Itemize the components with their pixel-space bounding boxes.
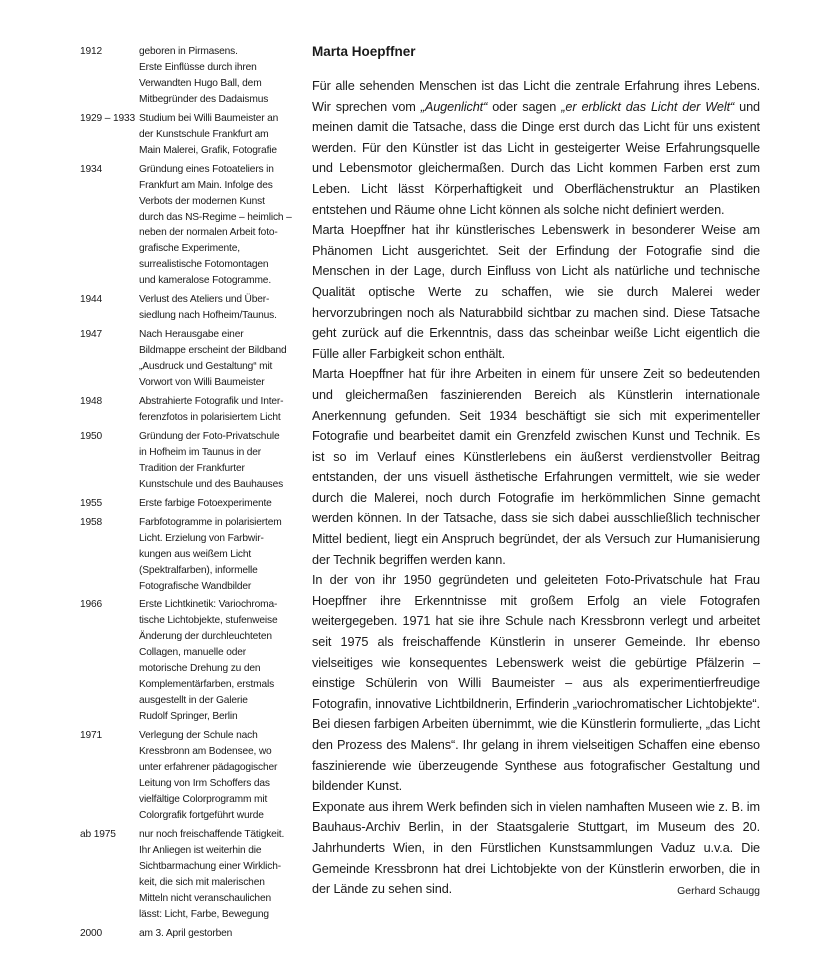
timeline-entry: [80, 827, 300, 923]
timeline-year: 1948: [80, 396, 103, 408]
paragraph-text: Für alle sehenden Menschen ist das Licht die zentrale Erfahrung ihres Lebens. Wir sprechen vom: [312, 79, 760, 114]
article-paragraph: [312, 76, 760, 220]
timeline-entry: [80, 597, 300, 725]
timeline-entry: [80, 44, 300, 108]
timeline-year: 1912: [80, 46, 103, 57]
timeline-text: geboren in Pirmasens. Erste Einflüsse durch ihren Verwandten Hugo Ball, dem Mitbegründer des Dadaismus: [139, 46, 269, 105]
article: [312, 42, 760, 900]
author-signature: Gerhard Schaugg: [677, 884, 760, 897]
timeline-year: 1947: [80, 329, 103, 341]
timeline: [80, 44, 300, 944]
timeline-year: 1966: [80, 599, 103, 611]
timeline-entry: [80, 292, 300, 324]
article-title: Marta Hoepffner: [312, 44, 416, 59]
timeline-entry: [80, 162, 300, 290]
timeline-year: 1955: [80, 497, 103, 509]
timeline-entry: [80, 926, 300, 942]
emphasis-text: „er erblickt das Licht der Welt“: [561, 99, 735, 114]
timeline-year: 1950: [80, 430, 103, 442]
closing-block: [312, 797, 760, 900]
article-paragraph: Exponate aus ihrem Werk befinden sich in vielen namhaften Museen wie z. B. im Bauhaus-Archiv Berlin, in der Staatsgalerie Stuttgart, im Museum des 20. Jahrhunderts Wien, in den Fürstlichen Kunstsammlungen Vaduz u.v.a. Die Gemeinde Kressbronn hat drei Lichtobjekte von der Künstlerin erworben, die in der Lände zu sehen sind.: [312, 799, 760, 897]
timeline-year: ab 1975: [80, 828, 116, 840]
timeline-entry: [80, 327, 300, 391]
article-paragraph: Marta Hoepffner hat ihr künstlerisches Lebenswerk in besonderer Weise am Phänomen Licht ausgerichtet. Seit der Erfindung der Fotografie sind die Menschen in der Lage, durch Einfluss von Licht als natürliche und technische Qualität optische Werte zu schaffen, wie sie durch Malerei weder hervorzubringen noch als Naturabbild sichtbar zu machen sind. Diese Tatsache geht zurück auf die Erkenntnis, dass das scheinbar weiße Licht eigentlich die Fülle aller Farbigkeit schon enthält.: [312, 223, 760, 361]
timeline-entry: [80, 728, 300, 824]
timeline-entry: [80, 429, 300, 493]
timeline-year: 1934: [80, 163, 103, 175]
timeline-year: 2000: [80, 927, 103, 939]
timeline-entry: [80, 111, 300, 159]
timeline-entry: [80, 515, 300, 595]
timeline-year: 1944: [80, 294, 103, 306]
timeline-text: nur noch freischaffende Tätigkeit. Ihr Anliegen ist weiterhin die Sichtbarmachung einer Wirklich- keit, die sich mit malerischen Mitteln nicht veranschaulichen lässt: Licht, Farbe, Bewegung: [139, 828, 285, 920]
article-paragraph: Marta Hoepffner hat für ihre Arbeiten in einem für unsere Zeit so bedeutenden und gleichermaßen faszinierenden Bereich als Künstlerin internationale Anerkennung gefunden. Seit 1934 beschäftigt sie sich mit experimenteller Fotografie und bearbeitet damit ein Grenzfeld zwischen Kunst und Technik. Es ist so im Verlauf eines Künstlerlebens ein äußerst verdienstvoller Beitrag entstanden, der uns visuell ästhetische Erfahrungen vermittelt, wie sie weder durch die Malerei, noch durch Fotografie im herkömmlichen Sinne gemacht werden können. In der Tatsache, dass sie sich dabei ausschließlich technischer Mittel bedient, liegt ein Anspruch begründet, der als Versuch zur Humanisierung der Technik begriffen werden kann.: [312, 367, 760, 567]
timeline-year: 1929 – 1933: [80, 112, 136, 124]
timeline-text: Nach Herausgabe einer Bildmappe erscheint der Bildband „Ausdruck und Gestaltung“ mit Vorwort von Willi Baumeister: [139, 329, 287, 389]
timeline-text: Verlegung der Schule nach Kressbronn am Bodensee, wo unter erfahrener pädagogischer Leitung von Irm Schoffers das vielfältige Colorprogramm mit Colorgrafik fortgeführt wurde: [139, 730, 278, 821]
paragraph-text: und meinen damit die Tatsache, dass die Dinge erst durch das Licht für uns existent werden. Für den Künstler ist das Licht in gesteigerter Weise Erfahrungsquelle und Lebensmotor gleichermaßen. Durch das Licht kommen Farben erst zum Leben. Licht lässt Körperhaftigkeit und Oberflächenstruktur an Plastiken entstehen und Räume ohne Licht können als solche nicht definiert werden.: [312, 99, 760, 217]
timeline-text: Erste farbige Fotoexperimente: [139, 497, 272, 509]
timeline-text: am 3. April gestorben: [139, 927, 233, 939]
timeline-text: Gründung eines Fotoateliers in Frankfurt am Main. Infolge des Verbots der modernen Kunst durch das NS-Regime – heimlich – neben der normalen Arbeit foto- grafische Experimente, surrealistische Fotomontagen und kameralose Fotogramme.: [139, 163, 292, 287]
paragraph-text: oder sagen: [487, 99, 562, 114]
timeline-text: Abstrahierte Fotografik und Inter- ferenzfotos in polarisiertem Licht: [139, 396, 284, 423]
timeline-year: 1971: [80, 730, 103, 742]
timeline-year: 1958: [80, 516, 103, 528]
article-paragraph: In der von ihr 1950 gegründeten und geleiteten Foto-Privatschule hat Frau Hoepffner ihre Erkenntnisse mit großem Erfolg an viele Fotografen weitergegeben. 1971 hat sie ihre Schule nach Kressbronn verlegt und arbeitet seit 1975 als freischaffende Künstlerin in unserer Gemeinde. Ihr ebenso vielseitiges wie konsequentes Lebenswerk weist die gebürtige Pfälzerin – einstige Schülerin von Willi Baumeister – aus als experimentierfreudige Fotografin, innovative Lichtbildnerin, Erfinderin „variochromatischer Lichtobjekte“. Bei diesen farbigen Arbeiten übernimmt, wie die Künstlerin formulierte, „das Licht den Prozess des Malens“. Ihr gelang in ihrem vielseitigen Schaffen eine ebenso faszinierende wie überzeugende Synthese aus fotografischer Gestaltung und bildender Kunst.: [312, 573, 760, 794]
timeline-text: Studium bei Willi Baumeister an der Kunstschule Frankfurt am Main Malerei, Grafik, Fotografie: [139, 112, 279, 156]
timeline-text: Verlust des Ateliers und Über- siedlung nach Hofheim/Taunus.: [139, 294, 277, 322]
timeline-entry: [80, 394, 300, 426]
timeline-text: Gründung der Foto-Privatschule in Hofheim im Taunus in der Tradition der Frankfurter Kunstschule und des Bauhauses: [139, 430, 284, 490]
timeline-text: Farbfotogramme in polarisiertem Licht. Erzielung von Farbwir- kungen aus weißem Licht (Spektralfarben), informelle Fotografische Wandbilder: [139, 516, 282, 592]
timeline-entry: [80, 496, 300, 512]
timeline-text: Erste Lichtkinetik: Variochroma- tische Lichtobjekte, stufenweise Änderung der durchleuchteten Collagen, manuelle oder motorische Drehung zu den Komplementärfarben, erstmals ausgestellt in der Galerie Rudolf Springer, Berlin: [139, 599, 278, 723]
emphasis-text: „Augenlicht“: [420, 99, 488, 114]
